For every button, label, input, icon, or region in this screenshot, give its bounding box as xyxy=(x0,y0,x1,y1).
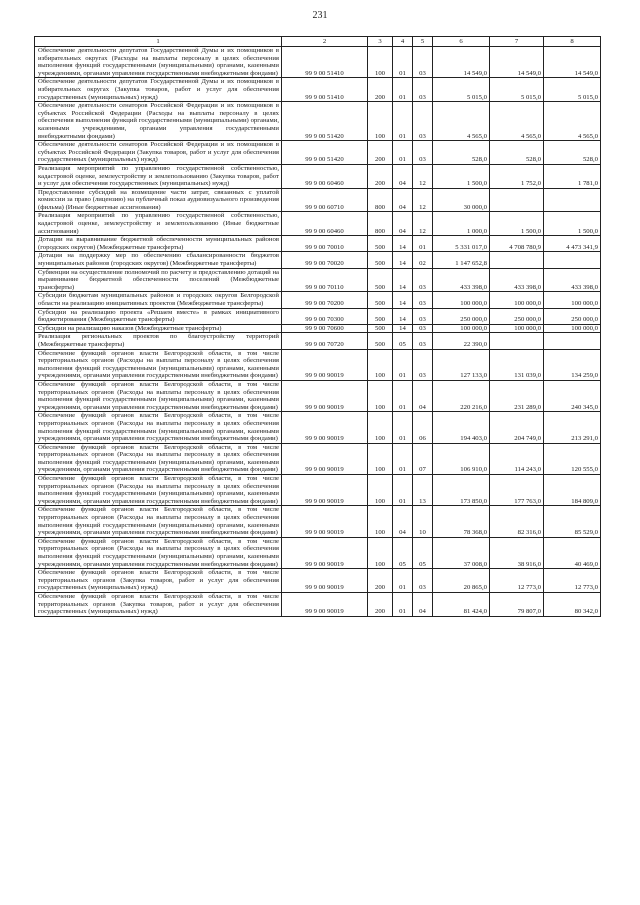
amount-year-1: 5 015,0 xyxy=(433,78,490,102)
table-row xyxy=(35,592,601,616)
row-description: Дотации на выравнивание бюджетной обеспеченности муниципальных районов (городских округов) (Межбюджетные трансферты) xyxy=(35,236,282,252)
amount-year-3: 134 259,0 xyxy=(544,349,601,380)
subsection-code: 12 xyxy=(413,212,433,236)
amount-year-1: 194 403,0 xyxy=(433,412,490,443)
amount-year-1: 22 390,0 xyxy=(433,333,490,349)
amount-year-3 xyxy=(544,333,601,349)
table-row xyxy=(35,412,601,443)
table-row xyxy=(35,292,601,308)
table-row xyxy=(35,252,601,268)
amount-year-2: 12 773,0 xyxy=(490,569,544,593)
amount-year-1: 250 000,0 xyxy=(433,308,490,324)
section-code: 04 xyxy=(393,164,413,188)
section-code: 01 xyxy=(393,443,413,474)
section-code: 14 xyxy=(393,236,413,252)
subsection-code: 03 xyxy=(413,141,433,165)
amount-year-2: 5 015,0 xyxy=(490,78,544,102)
expense-type-code: 100 xyxy=(368,537,393,568)
amount-year-2: 1 752,0 xyxy=(490,164,544,188)
expense-type-code: 100 xyxy=(368,380,393,411)
section-code: 01 xyxy=(393,569,413,593)
section-code: 14 xyxy=(393,324,413,333)
subsection-code: 12 xyxy=(413,164,433,188)
column-header: 3 xyxy=(368,37,393,47)
amount-year-1: 106 910,0 xyxy=(433,443,490,474)
expense-type-code: 100 xyxy=(368,102,393,141)
target-article-code: 99 9 00 70200 xyxy=(282,292,368,308)
amount-year-2: 131 039,0 xyxy=(490,349,544,380)
target-article-code: 99 9 00 51420 xyxy=(282,141,368,165)
target-article-code: 99 9 00 70110 xyxy=(282,268,368,292)
target-article-code: 99 9 00 90019 xyxy=(282,592,368,616)
row-description: Обеспечение функций органов власти Белгородской области, в том числе территориальных органов (Расходы на выплаты персоналу в целях обеспечения выполнения функций государственными (муниципальными) органами, казенными учреждениями, органами управления государственными внебюджетными фондами) xyxy=(35,412,282,443)
subsection-code: 10 xyxy=(413,506,433,537)
amount-year-3: 14 549,0 xyxy=(544,47,601,78)
amount-year-1: 4 565,0 xyxy=(433,102,490,141)
target-article-code: 99 9 00 51410 xyxy=(282,78,368,102)
section-code: 01 xyxy=(393,47,413,78)
row-description: Предоставление субсидий на возмещение части затрат, связанных с уплатой комиссии за право (лицензию) на публичный показ аудиовизуального произведения (фильма) (Иные бюджетные ассигнования) xyxy=(35,188,282,212)
amount-year-2: 177 763,0 xyxy=(490,475,544,506)
section-code: 01 xyxy=(393,380,413,411)
amount-year-3: 240 345,0 xyxy=(544,380,601,411)
column-header: 7 xyxy=(490,37,544,47)
row-description: Субсидии бюджетам муниципальных районов и городских округов Белгородской области на реализацию инициативных проектов (Межбюджетные трансферты) xyxy=(35,292,282,308)
amount-year-2 xyxy=(490,188,544,212)
amount-year-3: 12 773,0 xyxy=(544,569,601,593)
column-header: 1 xyxy=(35,37,282,47)
target-article-code: 99 9 00 60460 xyxy=(282,164,368,188)
amount-year-3 xyxy=(544,188,601,212)
table-row xyxy=(35,443,601,474)
amount-year-3: 80 342,0 xyxy=(544,592,601,616)
amount-year-2: 100 000,0 xyxy=(490,324,544,333)
amount-year-3: 5 015,0 xyxy=(544,78,601,102)
table-row xyxy=(35,475,601,506)
amount-year-3: 100 000,0 xyxy=(544,324,601,333)
table-row xyxy=(35,102,601,141)
amount-year-1: 20 865,0 xyxy=(433,569,490,593)
subsection-code: 02 xyxy=(413,252,433,268)
table-body xyxy=(35,47,601,617)
section-code: 04 xyxy=(393,188,413,212)
page-number: 231 xyxy=(312,10,328,21)
row-description: Обеспечение деятельности депутатов Государственной Думы и их помощников в избирательных округах (Закупка товаров, работ и услуг для обеспечения государственных (муниципальных) нужд) xyxy=(35,78,282,102)
amount-year-1: 1 000,0 xyxy=(433,212,490,236)
amount-year-3: 85 529,0 xyxy=(544,506,601,537)
table-row xyxy=(35,380,601,411)
expense-type-code: 200 xyxy=(368,141,393,165)
row-description: Субсидии на реализацию проекта «Решаем вместе» в рамках инициативного бюджетирования (Межбюджетные трансферты) xyxy=(35,308,282,324)
target-article-code: 99 9 00 60710 xyxy=(282,188,368,212)
row-description: Обеспечение функций органов власти Белгородской области, в том числе территориальных органов (Расходы на выплаты персоналу в целях обеспечения выполнения функций государственными (муниципальными) органами, казенными учреждениями, органами управления государственными внебюджетными фондами) xyxy=(35,537,282,568)
section-code: 01 xyxy=(393,102,413,141)
row-description: Обеспечение функций органов власти Белгородской области, в том числе территориальных органов (Закупка товаров, работ и услуг для обеспечения государственных (муниципальных) нужд) xyxy=(35,569,282,593)
subsection-code: 03 xyxy=(413,569,433,593)
amount-year-3: 250 000,0 xyxy=(544,308,601,324)
row-description: Реализация мероприятий по управлению государственной собственностью, кадастровой оценке, землеустройству и землепользованию (Закупка товаров, работ и услуг для обеспечения государственных (муниципальных) нужд) xyxy=(35,164,282,188)
amount-year-3: 184 809,0 xyxy=(544,475,601,506)
amount-year-2 xyxy=(490,252,544,268)
amount-year-1: 433 398,0 xyxy=(433,268,490,292)
table-row xyxy=(35,324,601,333)
row-description: Обеспечение функций органов власти Белгородской области, в том числе территориальных органов (Закупка товаров, работ и услуг для обеспечения государственных (муниципальных) нужд) xyxy=(35,592,282,616)
row-description: Субсидии на реализацию наказов (Межбюджетные трансферты) xyxy=(35,324,282,333)
expense-type-code: 500 xyxy=(368,252,393,268)
target-article-code: 99 9 00 70010 xyxy=(282,236,368,252)
subsection-code: 12 xyxy=(413,188,433,212)
subsection-code: 03 xyxy=(413,102,433,141)
subsection-code: 03 xyxy=(413,292,433,308)
amount-year-3: 1 781,0 xyxy=(544,164,601,188)
section-code: 01 xyxy=(393,78,413,102)
section-code: 14 xyxy=(393,252,413,268)
amount-year-2: 204 749,0 xyxy=(490,412,544,443)
amount-year-2: 38 916,0 xyxy=(490,537,544,568)
expense-type-code: 200 xyxy=(368,592,393,616)
subsection-code: 03 xyxy=(413,268,433,292)
target-article-code: 99 9 00 90019 xyxy=(282,380,368,411)
amount-year-2: 1 500,0 xyxy=(490,212,544,236)
amount-year-1: 100 000,0 xyxy=(433,324,490,333)
subsection-code: 01 xyxy=(413,236,433,252)
column-header: 4 xyxy=(393,37,413,47)
table-row xyxy=(35,537,601,568)
amount-year-3: 100 000,0 xyxy=(544,292,601,308)
amount-year-1: 100 000,0 xyxy=(433,292,490,308)
amount-year-1: 528,0 xyxy=(433,141,490,165)
section-code: 01 xyxy=(393,141,413,165)
amount-year-1: 1 500,0 xyxy=(433,164,490,188)
column-header: 5 xyxy=(413,37,433,47)
section-code: 04 xyxy=(393,506,413,537)
section-code: 01 xyxy=(393,412,413,443)
subsection-code: 03 xyxy=(413,333,433,349)
table-row xyxy=(35,268,601,292)
row-description: Субвенции на осуществление полномочий по расчету и предоставлению дотаций на выравнивание бюджетной обеспеченности поселений (Межбюджетные трансферты) xyxy=(35,268,282,292)
table-row xyxy=(35,308,601,324)
amount-year-2: 79 807,0 xyxy=(490,592,544,616)
target-article-code: 99 9 00 70600 xyxy=(282,324,368,333)
table-row xyxy=(35,236,601,252)
section-code: 05 xyxy=(393,537,413,568)
subsection-code: 03 xyxy=(413,349,433,380)
expense-type-code: 100 xyxy=(368,475,393,506)
amount-year-3: 40 469,0 xyxy=(544,537,601,568)
amount-year-3: 1 500,0 xyxy=(544,212,601,236)
expense-type-code: 500 xyxy=(368,333,393,349)
row-description: Обеспечение деятельности сенаторов Российской Федерации и их помощников в субъектах Российской Федерации (Закупка товаров, работ и услуг для обеспечения государственных (муниципальных) нужд) xyxy=(35,141,282,165)
table-row xyxy=(35,47,601,78)
section-code: 01 xyxy=(393,349,413,380)
amount-year-2: 100 000,0 xyxy=(490,292,544,308)
row-description: Обеспечение функций органов власти Белгородской области, в том числе территориальных органов (Расходы на выплаты персоналу в целях обеспечения выполнения функций государственными (муниципальными) органами, казенными учреждениями, органами управления государственными внебюджетными фондами) xyxy=(35,443,282,474)
row-description: Обеспечение деятельности сенаторов Российской Федерации и их помощников в субъектах Российской Федерации (Расходы на выплаты персоналу в целях обеспечения выполнения функций государственными (муниципальными) органами, казенными учреждениями, органами управления государственными внебюджетными фондами) xyxy=(35,102,282,141)
expense-type-code: 100 xyxy=(368,506,393,537)
section-code: 14 xyxy=(393,308,413,324)
table-row xyxy=(35,78,601,102)
amount-year-3: 4 565,0 xyxy=(544,102,601,141)
table-row xyxy=(35,164,601,188)
table-row xyxy=(35,333,601,349)
target-article-code: 99 9 00 51420 xyxy=(282,102,368,141)
amount-year-2: 114 243,0 xyxy=(490,443,544,474)
expense-type-code: 500 xyxy=(368,236,393,252)
expense-type-code: 500 xyxy=(368,308,393,324)
row-description: Обеспечение функций органов власти Белгородской области, в том числе территориальных органов (Расходы на выплаты персоналу в целях обеспечения выполнения функций государственными (муниципальными) органами, казенными учреждениями, органами управления государственными внебюджетными фондами) xyxy=(35,380,282,411)
target-article-code: 99 9 00 90019 xyxy=(282,349,368,380)
target-article-code: 99 9 00 90019 xyxy=(282,506,368,537)
row-description: Обеспечение функций органов власти Белгородской области, в том числе территориальных органов (Расходы на выплаты персоналу в целях обеспечения выполнения функций государственными (муниципальными) органами, казенными учреждениями, органами управления государственными внебюджетными фондами) xyxy=(35,349,282,380)
row-description: Обеспечение деятельности депутатов Государственной Думы и их помощников в избирательных округах (Расходы на выплаты персоналу в целях обеспечения выполнения функций государственными (муниципальными) органами, казенными учреждениями, органами управления государственными внебюджетными фондами) xyxy=(35,47,282,78)
target-article-code: 99 9 00 90019 xyxy=(282,475,368,506)
subsection-code: 03 xyxy=(413,324,433,333)
subsection-code: 03 xyxy=(413,308,433,324)
expense-type-code: 100 xyxy=(368,349,393,380)
subsection-code: 13 xyxy=(413,475,433,506)
column-header: 2 xyxy=(282,37,368,47)
subsection-code: 05 xyxy=(413,537,433,568)
expense-type-code: 100 xyxy=(368,47,393,78)
amount-year-2: 4 708 780,9 xyxy=(490,236,544,252)
row-description: Реализация региональных проектов по благоустройству территорий (Межбюджетные трансферты) xyxy=(35,333,282,349)
amount-year-2: 231 289,0 xyxy=(490,380,544,411)
target-article-code: 99 9 00 90019 xyxy=(282,443,368,474)
target-article-code: 99 9 00 70300 xyxy=(282,308,368,324)
expense-type-code: 500 xyxy=(368,324,393,333)
amount-year-3 xyxy=(544,252,601,268)
table-row xyxy=(35,569,601,593)
amount-year-3: 4 473 341,9 xyxy=(544,236,601,252)
column-header: 8 xyxy=(544,37,601,47)
amount-year-1: 5 331 017,0 xyxy=(433,236,490,252)
subsection-code: 03 xyxy=(413,78,433,102)
subsection-code: 04 xyxy=(413,592,433,616)
target-article-code: 99 9 00 90019 xyxy=(282,537,368,568)
expense-type-code: 500 xyxy=(368,268,393,292)
subsection-code: 04 xyxy=(413,380,433,411)
subsection-code: 03 xyxy=(413,47,433,78)
column-header-row xyxy=(35,37,601,47)
table-row xyxy=(35,349,601,380)
amount-year-2: 82 316,0 xyxy=(490,506,544,537)
target-article-code: 99 9 00 70020 xyxy=(282,252,368,268)
table-row xyxy=(35,212,601,236)
section-code: 01 xyxy=(393,592,413,616)
section-code: 14 xyxy=(393,292,413,308)
subsection-code: 06 xyxy=(413,412,433,443)
subsection-code: 07 xyxy=(413,443,433,474)
table-row xyxy=(35,506,601,537)
target-article-code: 99 9 00 90019 xyxy=(282,569,368,593)
budget-table xyxy=(34,36,601,617)
column-header: 6 xyxy=(433,37,490,47)
table-row xyxy=(35,141,601,165)
amount-year-2: 4 565,0 xyxy=(490,102,544,141)
expense-type-code: 800 xyxy=(368,188,393,212)
amount-year-1: 81 424,0 xyxy=(433,592,490,616)
expense-type-code: 800 xyxy=(368,212,393,236)
expense-type-code: 500 xyxy=(368,292,393,308)
amount-year-3: 528,0 xyxy=(544,141,601,165)
expense-type-code: 200 xyxy=(368,78,393,102)
amount-year-1: 37 008,0 xyxy=(433,537,490,568)
amount-year-1: 78 368,0 xyxy=(433,506,490,537)
amount-year-1: 173 850,0 xyxy=(433,475,490,506)
expense-type-code: 100 xyxy=(368,412,393,443)
expense-type-code: 200 xyxy=(368,569,393,593)
amount-year-1: 14 549,0 xyxy=(433,47,490,78)
amount-year-1: 127 133,0 xyxy=(433,349,490,380)
row-description: Обеспечение функций органов власти Белгородской области, в том числе территориальных органов (Расходы на выплаты персоналу в целях обеспечения выполнения функций государственными (муниципальными) органами, казенными учреждениями, органами управления государственными внебюджетными фондами) xyxy=(35,506,282,537)
expense-type-code: 100 xyxy=(368,443,393,474)
amount-year-3: 433 398,0 xyxy=(544,268,601,292)
amount-year-1: 30 000,0 xyxy=(433,188,490,212)
amount-year-2: 433 398,0 xyxy=(490,268,544,292)
amount-year-3: 213 291,0 xyxy=(544,412,601,443)
row-description: Дотация на поддержку мер по обеспечению сбалансированности бюджетов муниципальных районов (городских округов) (Межбюджетные трансферты) xyxy=(35,252,282,268)
amount-year-2: 528,0 xyxy=(490,141,544,165)
section-code: 04 xyxy=(393,212,413,236)
target-article-code: 99 9 00 60460 xyxy=(282,212,368,236)
target-article-code: 99 9 00 70720 xyxy=(282,333,368,349)
section-code: 01 xyxy=(393,475,413,506)
section-code: 14 xyxy=(393,268,413,292)
amount-year-1: 220 216,0 xyxy=(433,380,490,411)
amount-year-2: 250 000,0 xyxy=(490,308,544,324)
amount-year-1: 1 147 652,8 xyxy=(433,252,490,268)
amount-year-3: 120 555,0 xyxy=(544,443,601,474)
section-code: 05 xyxy=(393,333,413,349)
amount-year-2 xyxy=(490,333,544,349)
row-description: Обеспечение функций органов власти Белгородской области, в том числе территориальных органов (Расходы на выплаты персоналу в целях обеспечения выполнения функций государственными (муниципальными) органами, казенными учреждениями, органами управления государственными внебюджетными фондами) xyxy=(35,475,282,506)
table-row xyxy=(35,188,601,212)
amount-year-2: 14 549,0 xyxy=(490,47,544,78)
target-article-code: 99 9 00 51410 xyxy=(282,47,368,78)
row-description: Реализация мероприятий по управлению государственной собственностью, кадастровой оценке, землеустройству и землепользованию (Иные бюджетные ассигнования) xyxy=(35,212,282,236)
target-article-code: 99 9 00 90019 xyxy=(282,412,368,443)
expense-type-code: 200 xyxy=(368,164,393,188)
